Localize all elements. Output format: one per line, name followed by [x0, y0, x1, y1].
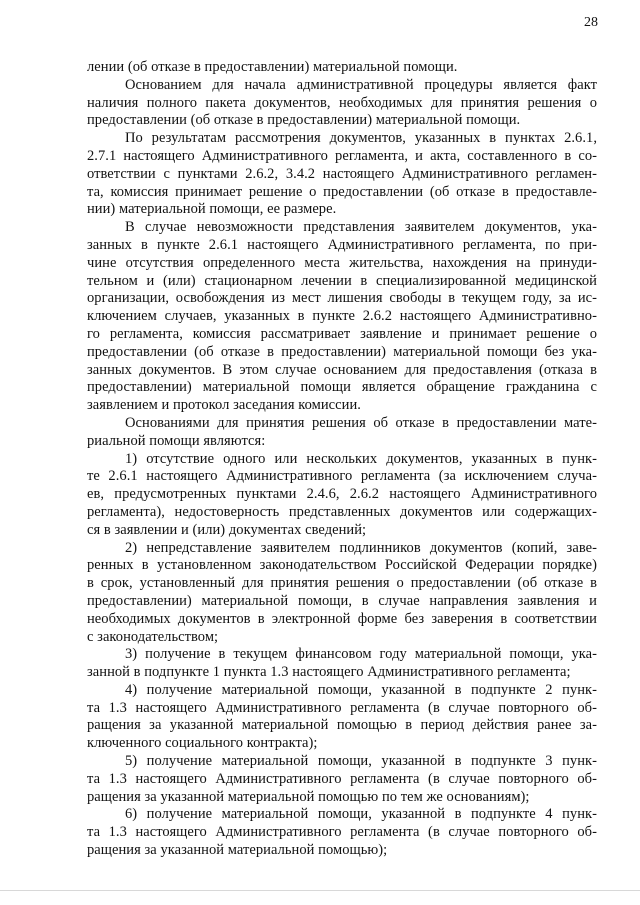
text-line: го регламента, комиссия рассматривает заявление и принимает решение о — [87, 325, 597, 342]
text-line: лении (об отказе в предоставлении) материальной помощи. — [87, 59, 458, 75]
text-line: ращения за указанной материальной помощью в период действия ранее за- — [87, 717, 597, 734]
text-line: 4) получение материальной помощи, указанной в подпункте 2 пунк- — [125, 681, 597, 698]
paragraph — [87, 806, 597, 859]
text-line: риальной помощи являются: — [87, 432, 266, 449]
text-line: занных документов. В этом случае основанием для предоставления (отказа в — [87, 361, 597, 378]
text-line: 5) получение материальной помощи, указанной в подпункте 3 пунк- — [125, 753, 597, 770]
text-line: предоставлении) материальной помощи является обращение гражданина с — [87, 379, 597, 396]
text-line: наличия полного пакета документов, необходимых для принятия решения о — [87, 94, 597, 111]
page-number: 28 — [584, 15, 598, 30]
text-line: предоставлении) материальной помощи, в случае направления заявления и — [87, 592, 597, 609]
text-line: предоставлении (об отказе в предоставлении) материальной помощи. — [87, 112, 521, 129]
paragraph — [87, 753, 597, 806]
text-line: 2) непредставление заявителем подлинников документов (копий, заве- — [125, 539, 597, 556]
page-bottom-divider — [0, 890, 640, 891]
text-line: те 2.6.1 настоящего Административного регламента (за исключением случа- — [87, 468, 597, 485]
text-line: ев, предусмотренных пунктами 2.4.6, 2.6.2 настоящего Административного — [87, 486, 597, 503]
text-line: ответствии с пунктами 2.6.2, 3.4.2 настоящего Административного регламен- — [87, 165, 597, 182]
paragraph — [87, 59, 597, 77]
paragraph — [87, 415, 597, 451]
text-line: нии) материальной помощи, ее размере. — [87, 201, 337, 218]
text-line: занных в пункте 2.6.1 настоящего Административного регламента, по при- — [87, 236, 597, 253]
text-line: организации, освобождения из мест лишения свободы в текущем году, за ис- — [87, 290, 597, 307]
paragraph — [87, 646, 597, 682]
text-line: тельном и (или) стационарном лечении в специализированной медицинской — [87, 272, 597, 289]
paragraph — [87, 130, 597, 219]
text-line: 2.7.1 настоящего Административного регламента, и акта, составленного в со- — [87, 147, 597, 164]
text-line: Основанием для начала административной процедуры является факт — [125, 76, 597, 93]
text-line: предоставлении (об отказе в предоставлении) материальной помощи без ука- — [87, 343, 597, 360]
paragraph — [87, 219, 597, 415]
text-line: По результатам рассмотрения документов, указанных в пунктах 2.6.1, — [125, 130, 597, 147]
text-line: ключенного социального контракта); — [87, 735, 318, 752]
text-line: та 1.3 настоящего Административного регламента (в случае повторного об- — [87, 770, 597, 787]
text-line: ращения за указанной материальной помощью по тем же основаниям); — [87, 788, 530, 805]
text-line: чине отсутствия определенного места жительства, нахождения на принуди- — [87, 254, 597, 271]
text-line: в срок, установленный для принятия решения о предоставлении (об отказе в — [87, 575, 597, 592]
paragraph — [87, 682, 597, 753]
paragraph — [87, 540, 597, 647]
text-line: та 1.3 настоящего Административного регламента (в случае повторного об- — [87, 824, 597, 841]
text-line: необходимых документов в электронной форме без заверения в соответствии — [87, 610, 597, 627]
text-line: та 1.3 настоящего Административного регламента (в случае повторного об- — [87, 699, 597, 716]
text-line: 3) получение в текущем финансовом году материальной помощи, ука- — [125, 646, 597, 663]
text-line: 6) получение материальной помощи, указанной в подпункте 4 пунк- — [125, 806, 597, 823]
text-line: ращения за указанной материальной помощью); — [87, 842, 388, 859]
text-line: ключением случаев, указанных в пункте 2.6.2 настоящего Административно- — [87, 308, 597, 325]
text-line: В случае невозможности представления заявителем документов, ука- — [125, 219, 597, 236]
text-line: регламента), недостоверность представленных документов или содержащих- — [87, 503, 597, 520]
text-line: занной в подпункте 1 пункта 1.3 настоящего Административного регламента; — [87, 664, 571, 681]
text-line: с законодательством; — [87, 628, 219, 645]
paragraph — [87, 77, 597, 130]
document-body — [87, 59, 597, 860]
text-line: Основаниями для принятия решения об отказе в предоставлении мате- — [125, 414, 597, 431]
paragraph — [87, 451, 597, 540]
text-line: 1) отсутствие одного или нескольких документов, указанных в пунк- — [125, 450, 597, 467]
text-line: заявлением и протокол заседания комиссии. — [87, 397, 361, 414]
text-line: та, комиссия принимает решение о предоставлении (об отказе в предоставле- — [87, 183, 597, 200]
text-line: ренных в установленном законодательством Российской Федерации порядке) — [87, 557, 597, 574]
text-line: ся в заявлении и (или) документах сведений; — [87, 521, 367, 538]
